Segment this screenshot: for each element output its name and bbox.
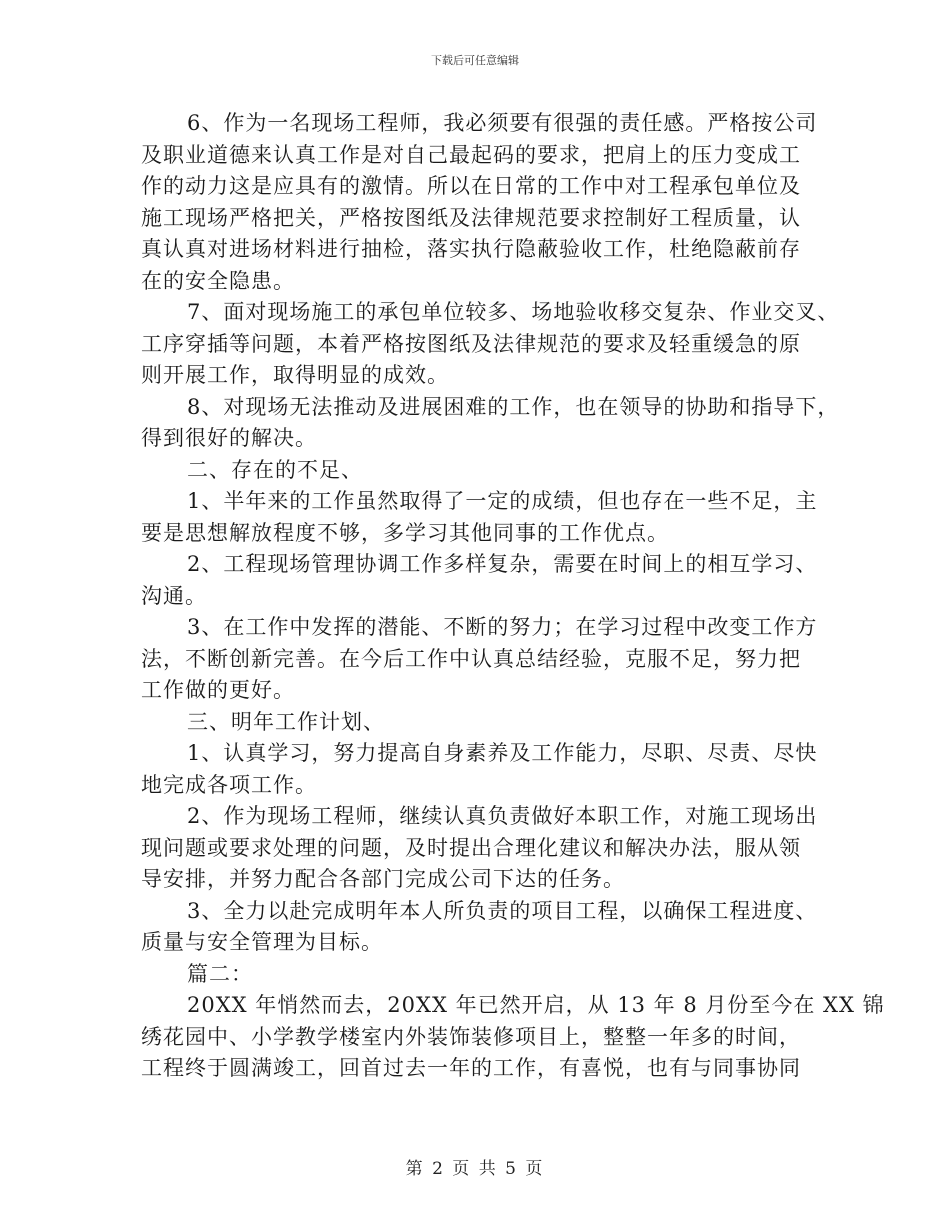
text-line: 导安排，并努力配合各部门完成公司下达的任务。: [141, 867, 625, 891]
text-line: 则开展工作，取得明显的成效。: [141, 363, 449, 387]
text-line: 现问题或要求处理的问题，及时提出合理化建议和解决办法，服从领: [141, 835, 801, 860]
text-line: 1、半年来的工作虽然取得了一定的成绩，但也存在一些不足，主: [187, 489, 818, 513]
text-line: 真认真对进场材料进行抽检，落实执行隐蔽验收工作，杜绝隐蔽前存: [141, 237, 801, 261]
text-line: 1、认真学习，努力提高自身素养及工作能力，尽职、尽责、尽快: [187, 741, 818, 765]
text-line: 7、面对现场施工的承包单位较多、场地验收移交复杂、作业交叉、: [187, 300, 840, 324]
text-line: 三、明年工作计划、: [187, 709, 385, 734]
text-line: 在的安全隐患。: [141, 268, 295, 293]
text-line: 6、作为一名现场工程师，我必须要有很强的责任感。严格按公司: [187, 111, 818, 135]
text-line: 质量与安全管理为目标。: [141, 930, 383, 954]
text-line: 2、工程现场管理协调工作多样复杂，需要在时间上的相互学习、: [187, 552, 818, 576]
page-number: 第 2 页 共 5 页: [405, 1159, 545, 1179]
text-line: 沟通。: [141, 583, 207, 608]
text-line: 工程终于圆满竣工，回首过去一年的工作，有喜悦，也有与同事协同: [141, 1056, 801, 1080]
text-line: 绣花园中、小学教学楼室内外装饰装修项目上，整整一年多的时间，: [141, 1024, 801, 1049]
document-body: [141, 108, 885, 1085]
text-line: 作的动力这是应具有的激情。所以在日常的工作中对工程承包单位及: [141, 174, 801, 198]
text-line: 20XX 年悄然而去，20XX 年已然开启，从 13 年 8 月份至今在 XX 锦: [187, 993, 885, 1017]
text-line: 工作做的更好。: [141, 678, 295, 702]
text-line: 工序穿插等问题，本着严格按图纸及法律规范的要求及轻重缓急的原: [141, 331, 801, 356]
page-header: 下载后可任意编辑: [431, 54, 519, 67]
text-line: 法，不断创新完善。在今后工作中认真总结经验，克服不足，努力把: [141, 646, 801, 671]
text-line: 要是思想解放程度不够，多学习其他同事的工作优点。: [141, 520, 669, 545]
text-line: 地完成各项工作。: [141, 772, 317, 797]
text-line: 篇二：: [187, 961, 253, 986]
text-line: 得到很好的解决。: [141, 426, 317, 450]
text-line: 及职业道德来认真工作是对自己最起码的要求，把肩上的压力变成工: [141, 142, 801, 167]
text-line: 8、对现场无法推动及进展困难的工作，也在领导的协助和指导下，: [187, 394, 840, 419]
text-line: 3、在工作中发挥的潜能、不断的努力；在学习过程中改变工作方: [187, 615, 818, 639]
text-line: 3、全力以赴完成明年本人所负责的项目工程，以确保工程进度、: [187, 898, 818, 923]
text-line: 2、作为现场工程师，继续认真负责做好本职工作，对施工现场出: [187, 804, 818, 828]
text-line: 施工现场严格把关，严格按图纸及法律规范要求控制好工程质量，认: [141, 205, 801, 230]
text-line: 二、存在的不足、: [187, 457, 363, 482]
